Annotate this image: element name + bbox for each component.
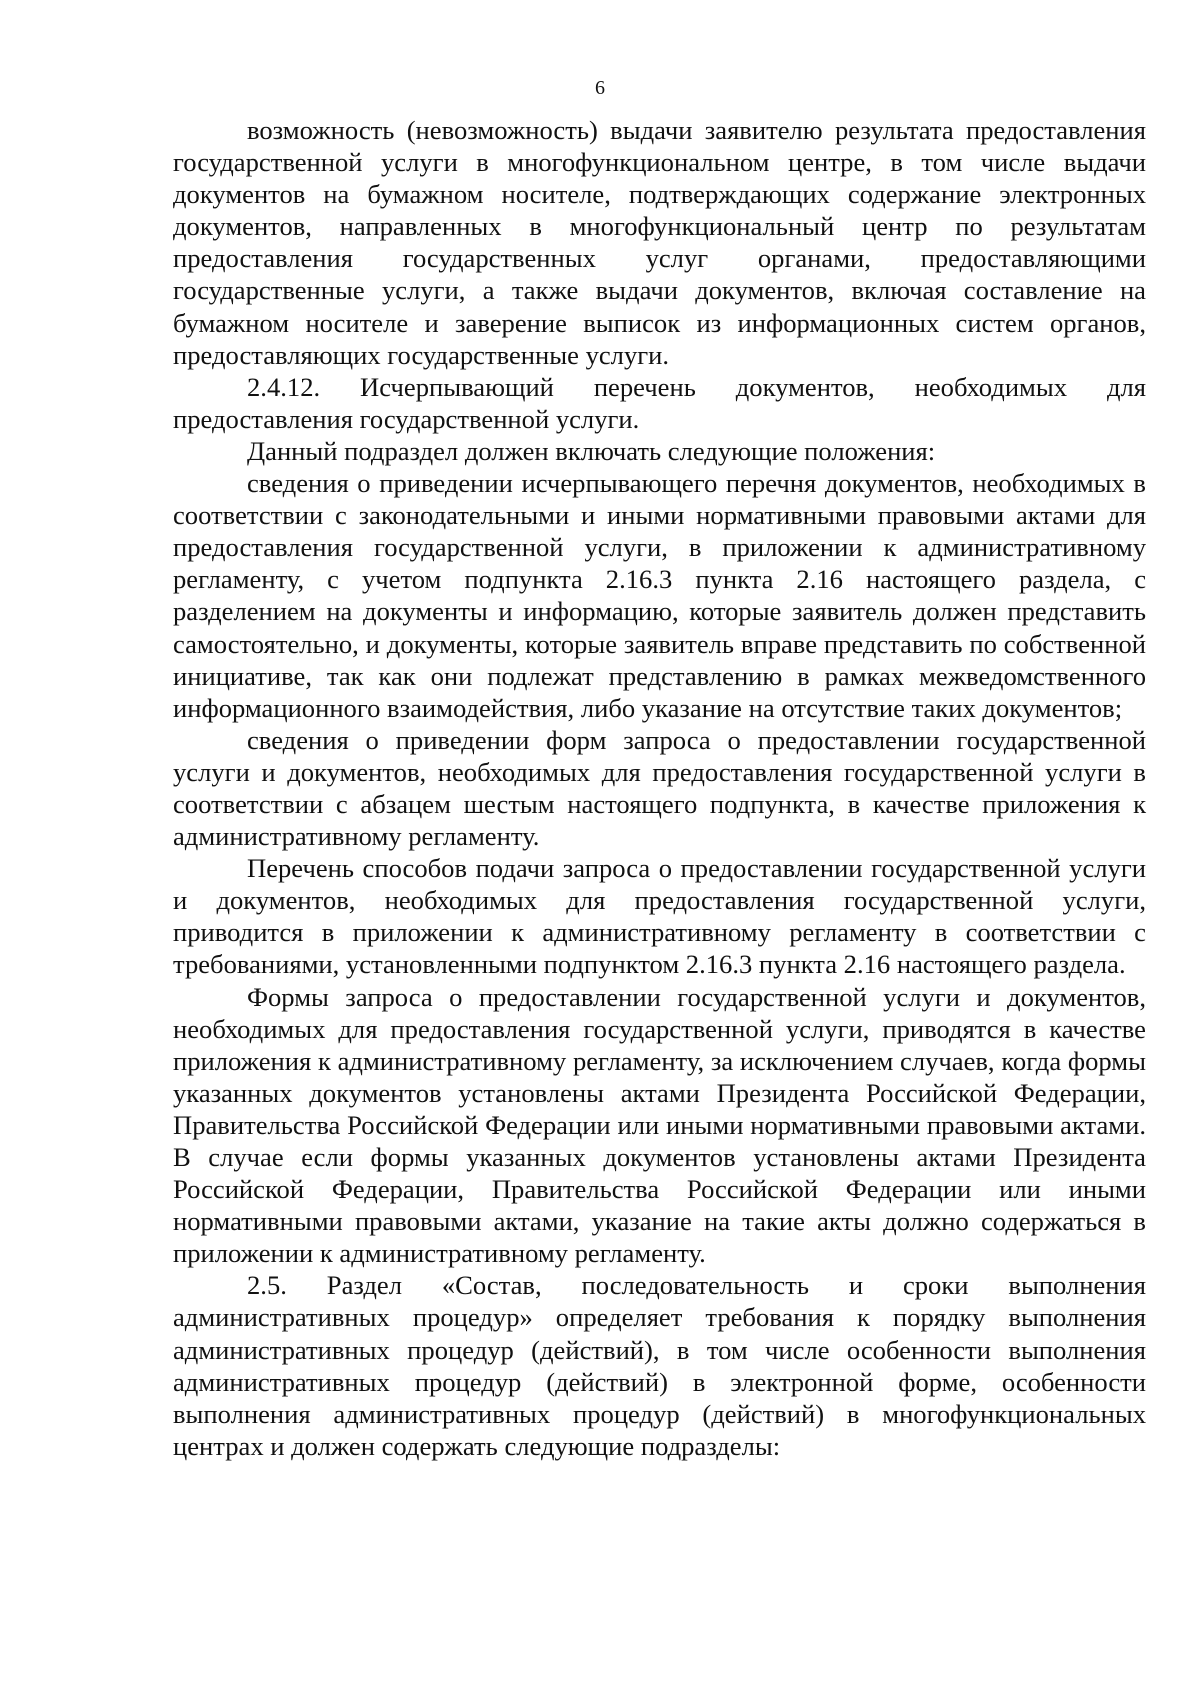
paragraph: 2.5. Раздел «Состав, последовательность и сроки выполнения административных процедур» определяет требования к порядку выполнения административных процедур (действий), в том числе особенности выполнения административных процедур (действий) в электронной форме, особенности выполнения административных процедур (действий) в многофункциональных центрах и должен содержать следующие подразделы: [173,1270,1146,1461]
paragraph: сведения о приведении форм запроса о предоставлении государственной услуги и документов, необходимых для предоставления государственной услуги в соответствии с абзацем шестым настоящего подпункта, в качестве приложения к административному регламенту. [173,724,1146,852]
page-number: 6 [595,77,605,99]
paragraph: сведения о приведении исчерпывающего перечня документов, необходимых в соответствии с законодательными и иными нормативными правовыми актами для предоставления государственной услуги, в приложении к административному регламенту, с учетом подпункта 2.16.3 пункта 2.16 настоящего раздела, с разделением на документы и информацию, которые заявитель должен представить самостоятельно, и документы, которые заявитель вправе представить по собственной инициативе, так как они подлежат представлению в рамках межведомственного информационного взаимодействия, либо указание на отсутствие таких документов; [173,468,1146,723]
paragraph: 2.4.12. Исчерпывающий перечень документов, необходимых для предоставления государственной услуги. [173,371,1146,434]
paragraph: Формы запроса о предоставлении государственной услуги и документов, необходимых для предоставления государственной услуги, приводятся в качестве приложения к административному регламенту, за исключением случаев, когда формы указанных документов установлены актами Президента Российской Федерации, Правительства Российской Федерации или иными нормативными правовыми актами. В случае если формы указанных документов установлены актами Президента Российской Федерации, Правительства Российской Федерации или иными нормативными правовыми актами, указание на такие акты должно содержаться в приложении к административному регламенту. [173,981,1146,1269]
paragraph: Перечень способов подачи запроса о предоставлении государственной услуги и документов, необходимых для предоставления государственной услуги, приводится в приложении к административному регламенту в соответствии с требованиями, установленными подпунктом 2.16.3 пункта 2.16 настоящего раздела. [173,853,1146,980]
paragraph: возможность (невозможность) выдачи заявителю результата предоставления государственной услуги в многофункциональном центре, в том числе выдачи документов на бумажном носителе, подтверждающих содержание электронных документов, направленных в многофункциональный центр по результатам предоставления государственных услуг органами, предоставляющими государственные услуги, а также выдачи документов, включая составление на бумажном носителе и заверение выписок из информационных систем органов, предоставляющих государственные услуги. [173,115,1146,370]
paragraph: Данный подраздел должен включать следующие положения: [247,435,936,466]
body-text [173,114,1146,1462]
